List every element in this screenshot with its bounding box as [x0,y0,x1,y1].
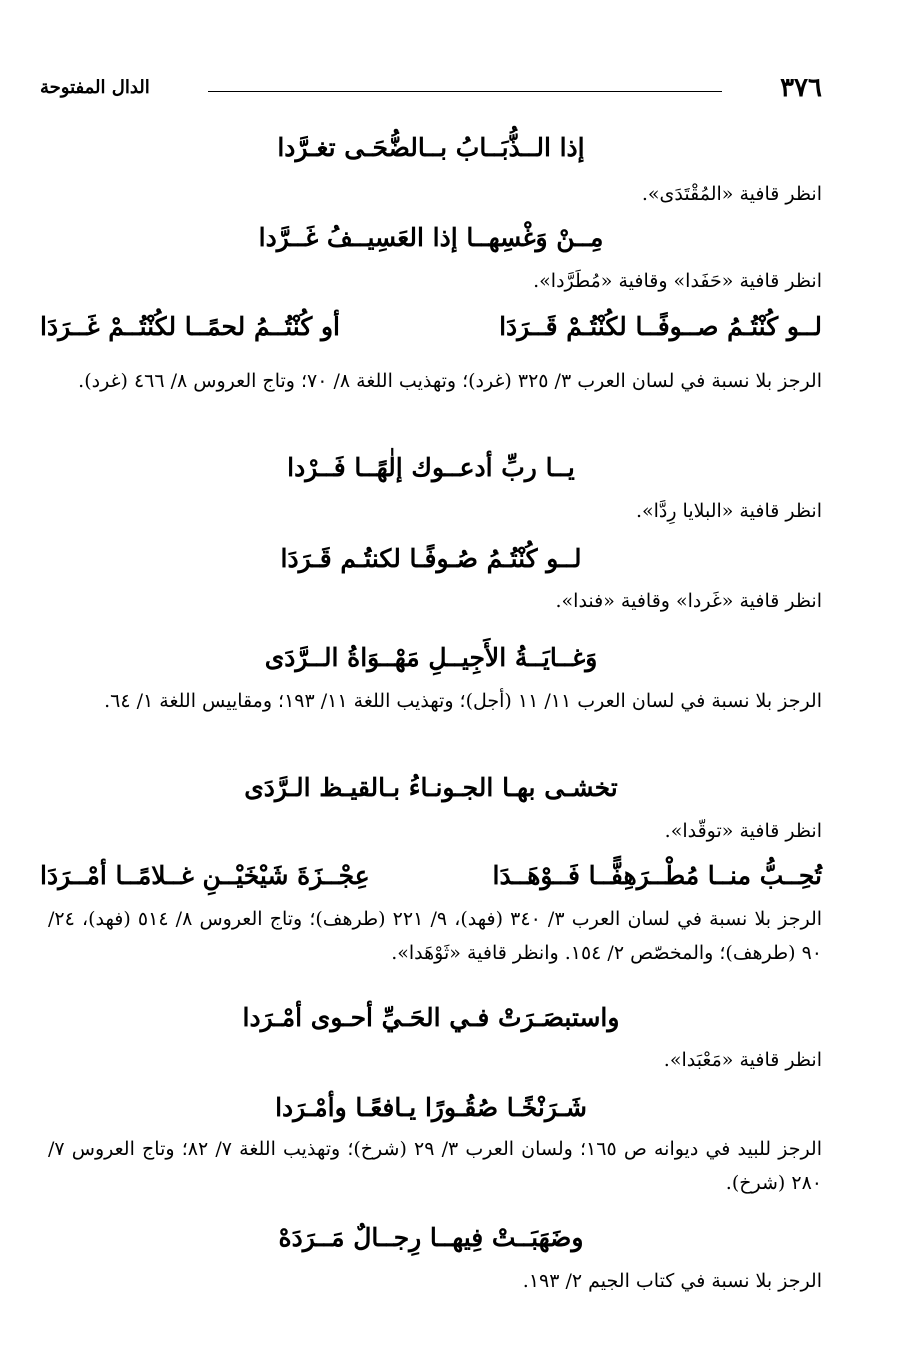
verse-line: لــو كُنْتُـمُ صُـوفًـا لكنتُـم قَـرَدَا [280,544,582,573]
verse-line: إذا الــذُّبَــابُ بــالضُّحَـى تغـرَّدا [277,133,585,162]
verse-note: انظر قافية «توقّدا». [664,820,822,842]
verse-line: وضَهَبَــتْ فِيهــا رِجــالٌ مَــرَدَهْ [278,1223,584,1252]
verse-note: الرجز بلا نسبة في كتاب الجيم ٢/ ١٩٣. [522,1270,822,1292]
verse-note: الرجز للبيد في ديوانه ص ١٦٥؛ ولسان العرب ٣/ ٢٩ (شرخ)؛ وتهذيب اللغة ٧/ ٨٢؛ وتاج العروس ٧/ ٢٨٠ (شرخ). [48,1138,822,1194]
verse-line-couplet [40,856,822,896]
header-rule [208,91,722,92]
verse-note: الرجز بلا نسبة في لسان العرب ١١/ ١١ (أجل)؛ وتهذيب اللغة ١١/ ١٩٣؛ ومقاييس اللغة ١/ ٦٤. [104,690,822,712]
verse-note: انظر قافية «غَردا» وقافية «فندا». [555,590,822,612]
verse-line: تخشـى بهـا الجـونـاءُ بـالقيـظ الـرَّدَى [244,773,618,802]
verse-note: انظر قافية «المُقْتَدَى». [641,183,822,205]
verse-line: واستبصَـرَتْ فـي الحَـيِّ أحـوى أمْـرَدا [242,1003,620,1032]
hemistich-first: لــو كُنْتُـمُ صــوفًــا لكُنْتُـمْ قَــرَدَا [499,312,822,341]
hemistich-second: عِجْــزَةَ شَيْخَيْــنِ غــلامًــا أمْــرَدَا [40,861,370,890]
page-header [40,72,822,108]
verse-note: الرجز بلا نسبة في لسان العرب ٣/ ٣٤٠ (فهد)، ٩/ ٢٢١ (طرهف)؛ وتاج العروس ٨/ ٥١٤ (فهد)، ٢٤/ ٩٠ (طرهف)؛ والمخصّص ٢/ ١٥٤. وانظر قافية «ثَوْهَدا». [48,908,823,964]
verse-line-couplet [40,307,822,347]
verse-note: انظر قافية «البلايا رِدَّا». [635,500,822,522]
verse-line: مِــنْ وَغْسِهــا إذا العَسِيــفُ غَــرَّدا [258,223,604,252]
verse-note: انظر قافية «مَعْبَدا». [663,1049,822,1071]
section-title: الدال المفتوحة [40,77,150,98]
page-number: ٣٧٦ [780,73,822,103]
verse-note: انظر قافية «حَفَدا» وقافية «مُطَرَّدا». [533,270,822,292]
verse-note: الرجز بلا نسبة في لسان العرب ٣/ ٣٢٥ (غرد)؛ وتهذيب اللغة ٨/ ٧٠؛ وتاج العروس ٨/ ٤٦٦ (غرد). [78,370,822,392]
hemistich-second: أو كُنْتُــمُ لحمًــا لكُنْتُــمْ غَــرَدَا [40,312,340,341]
verse-line: وَغــايَــةُ الأَجِيــلِ مَهْــوَاةُ الــرَّدَى [264,643,598,672]
verse-line: يــا ربِّ أدعــوك إلٰهًــا فَــرْدا [287,453,575,482]
verse-line: شَـرَنْخًـا صُقُـورًا يـافعًـا وأمْـرَدا [275,1093,587,1122]
hemistich-first: تُحِــبُّ منــا مُطْــرَهِفًّــا فَــوْهَــدَا [492,861,822,890]
